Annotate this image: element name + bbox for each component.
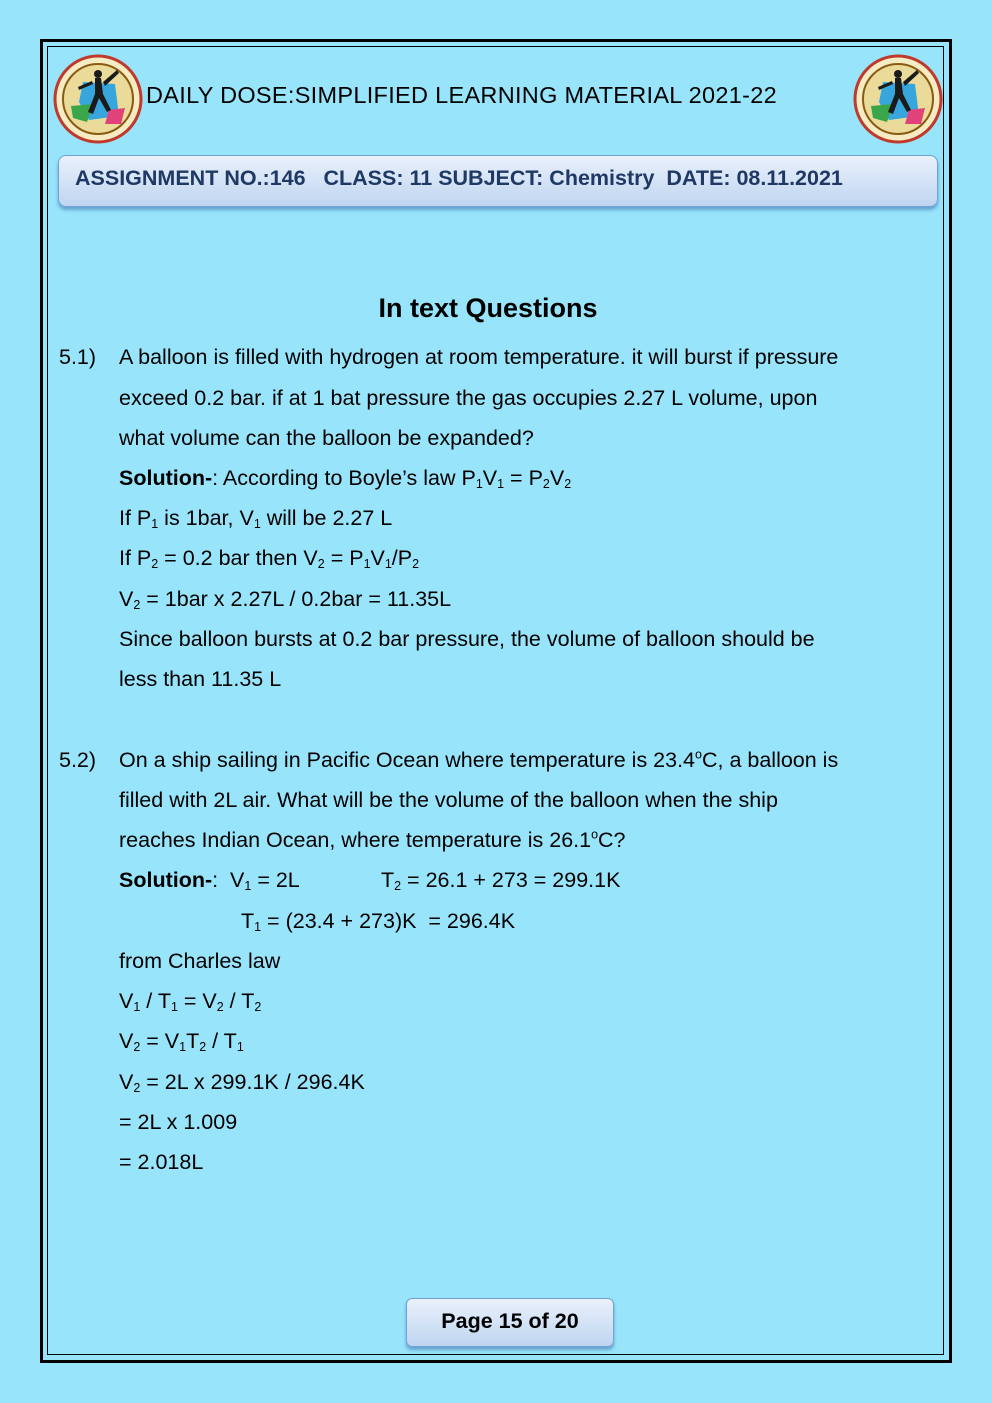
solution-lead: : According to Boyle’s law	[212, 466, 462, 490]
solution-line: Solution-: According to Boyle’s law $P_1V_1 = P_2V_2$	[119, 466, 572, 492]
solution-line: Solution-: $V_1 = 2L$	[119, 868, 300, 894]
page-header-title: DAILY DOSE:SIMPLIFIED LEARNING MATERIAL 2021-22	[146, 82, 777, 108]
equation-line: $V_2 = 1bar$ x 2.27L / 0.2bar = 11.35L	[119, 587, 452, 613]
assignment-banner	[58, 155, 938, 207]
equation-line: $T_2 = 26.1 + 273 = 299.1K$	[381, 868, 621, 894]
question-text-line: reaches Indian Ocean, where temperature is 26.1$^o$C?	[119, 827, 626, 852]
law-label: from Charles law	[119, 949, 281, 973]
question-text-line: filled with 2L air. What will be the volume of the balloon when the ship	[119, 788, 778, 812]
question-text-line: what volume can the balloon be expanded?	[119, 426, 534, 450]
solution-label: Solution-	[119, 466, 213, 490]
equation-line: $T_1 = (23.4 + 273)K = 296.4K$	[241, 909, 516, 935]
school-emblem-icon	[853, 54, 943, 144]
question-text-line: A balloon is filled with hydrogen at room temperature. it will burst if pressure	[119, 345, 839, 369]
equation-line: $V_2 = 2L$ x 299.1K / 296.4K	[119, 1070, 365, 1096]
assignment-info: ASSIGNMENT NO.:146 CLASS: 11 SUBJECT: Chemistry DATE: 08.11.2021	[75, 166, 843, 190]
question-text-line: On a ship sailing in Pacific Ocean where temperature is 23.4$^o$C, a balloon is	[119, 747, 839, 772]
equation-line: If $P_1$ is 1bar, $V_1$ will be 2.27 L	[119, 506, 393, 532]
section-title: In text Questions	[378, 293, 598, 323]
result-line: = 2.018L	[119, 1150, 204, 1174]
equation-line: $V_2 = V_1T_2 / T_1$	[119, 1029, 244, 1055]
result-line: = 2L x 1.009	[119, 1110, 238, 1134]
conclusion-line: Since balloon bursts at 0.2 bar pressure, the volume of balloon should be	[119, 627, 815, 651]
page-number-badge: Page 15 of 20	[406, 1298, 614, 1347]
equation-line: If $P_2 = 0.2$ bar then $V_2 = P_1V_1/P_2$	[119, 546, 420, 572]
school-emblem-icon	[53, 54, 143, 144]
question-text-line: exceed 0.2 bar. if at 1 bat pressure the gas occupies 2.27 L volume, upon	[119, 386, 818, 410]
conclusion-line: less than 11.35 L	[119, 667, 282, 691]
question-number: 5.1)	[59, 345, 97, 369]
question-number: 5.2)	[59, 748, 97, 772]
solution-label: Solution-	[119, 868, 213, 892]
equation-line: $V_1 / T_1 = V_2 / T_2$	[119, 989, 262, 1015]
